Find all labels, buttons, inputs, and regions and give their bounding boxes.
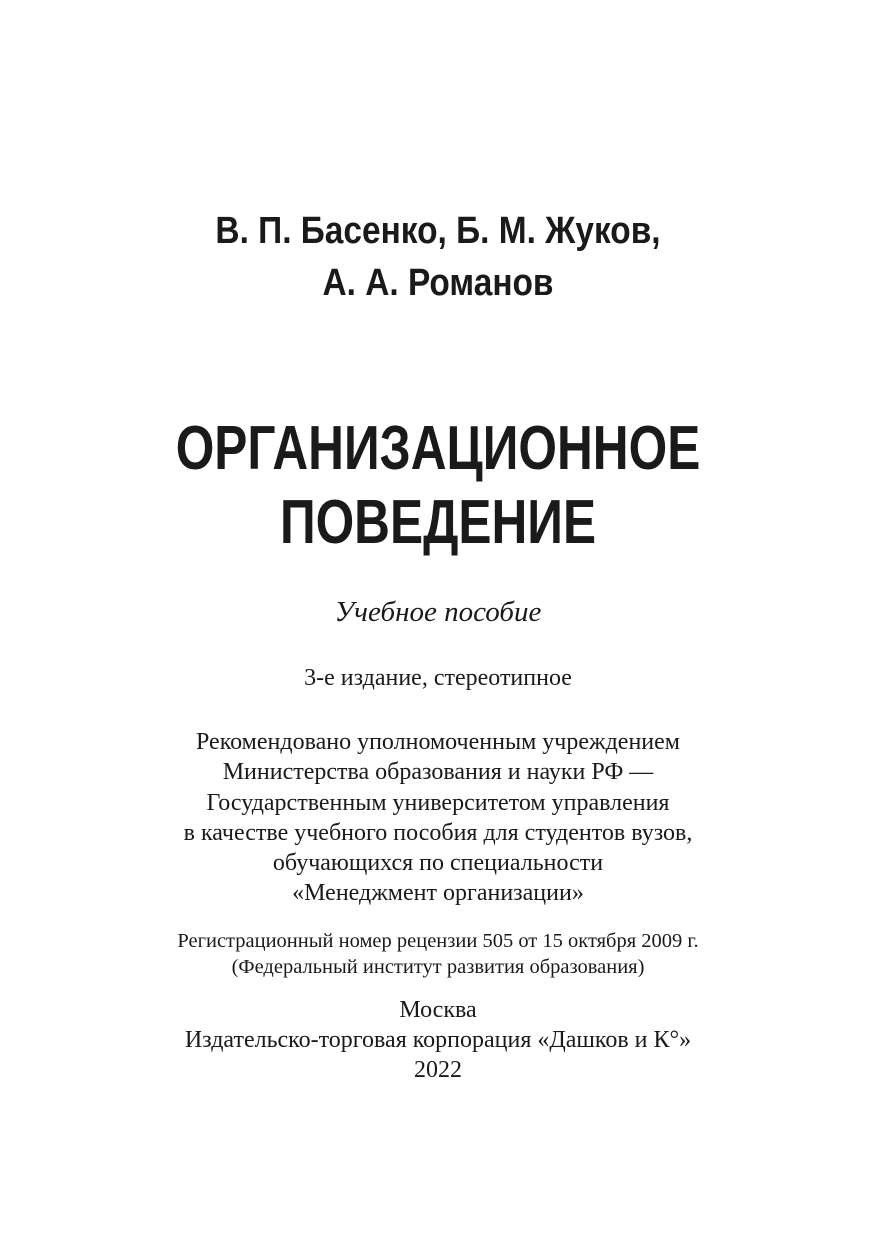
recommendation-line: Государственным университетом управления xyxy=(206,789,670,816)
recommendation-line: в качестве учебного пособия для студентов вузов, xyxy=(183,819,693,846)
registration-line: Регистрационный номер рецензии 505 от 15 октября 2009 г. xyxy=(177,930,699,952)
recommendation-line: обучающихся по специальности xyxy=(272,850,604,877)
authors-line-2: А. А. Романов xyxy=(322,262,554,304)
registration-line: (Федеральный институт развития образования) xyxy=(231,956,645,978)
recommendation-line: Рекомендовано уполномоченным учреждением xyxy=(196,729,680,755)
authors-line-1: В. П. Басенко, Б. М. Жуков, xyxy=(215,210,661,252)
book-title-line-2: ПОВЕДЕНИЕ xyxy=(279,488,597,557)
imprint-publisher: Издательско-торговая корпорация «Дашков и К°» xyxy=(184,1027,692,1053)
imprint-year: 2022 xyxy=(414,1057,462,1083)
recommendation-line: «Менеджмент организации» xyxy=(292,880,584,907)
imprint-block xyxy=(0,995,876,1085)
recommendation-line: Министерства образования и науки РФ — xyxy=(222,759,654,786)
edition-note: 3-е издание, стереотипное xyxy=(304,665,572,691)
authors xyxy=(53,205,824,309)
book-title xyxy=(88,412,789,560)
book-subtitle: Учебное пособие xyxy=(334,596,542,628)
registration-block xyxy=(0,928,876,980)
book-title-line-1: ОРГАНИЗАЦИОННОЕ xyxy=(175,414,701,483)
imprint-city: Москва xyxy=(399,997,477,1023)
recommendation-block xyxy=(0,727,876,909)
